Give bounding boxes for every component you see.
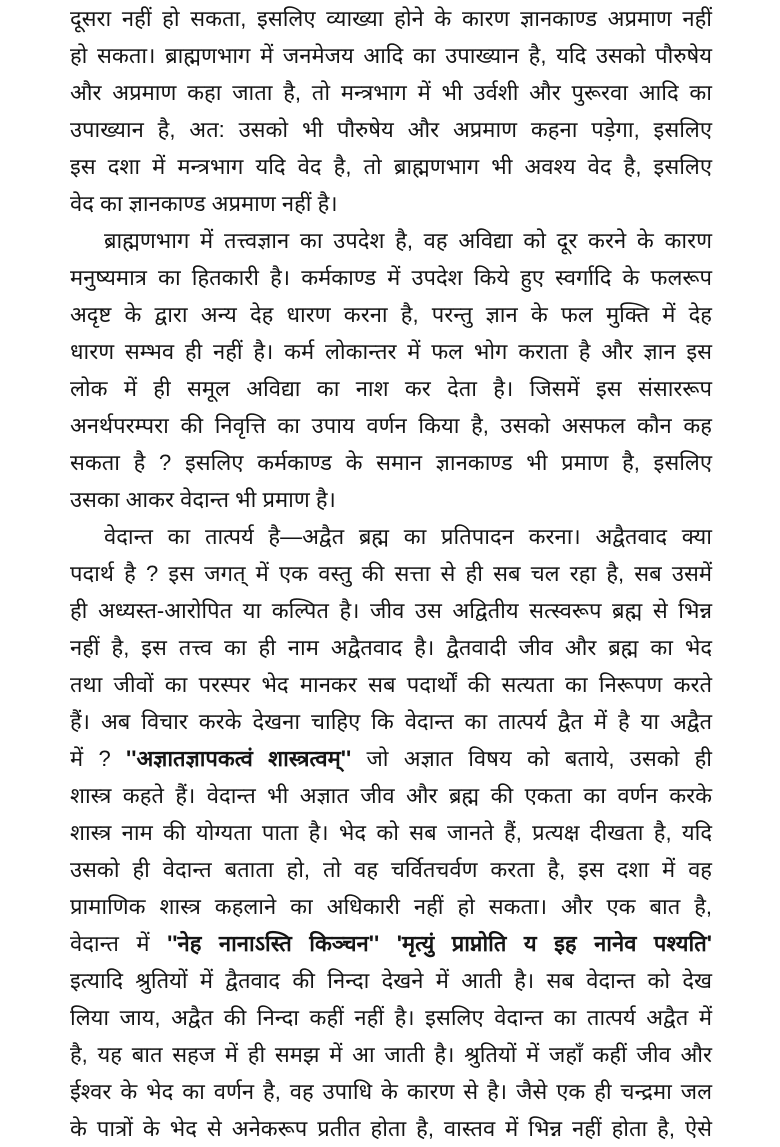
text-line [70, 0, 712, 37]
text-segment: ब्राह्मणभाग में तत्त्वज्ञान का उपदेश है, वह अविद्या को दूर करने के कारण [104, 228, 712, 253]
text-line [70, 814, 712, 851]
text-line [70, 999, 712, 1036]
text-line [70, 925, 712, 962]
text-line [70, 888, 712, 925]
text-segment: इस दशा में मन्त्रभाग यदि वेद है, तो ब्राह्मणभाग भी अवश्य वेद है, इसलिए [70, 154, 712, 179]
text-segment: सकता है ? इसलिए कर्मकाण्ड के समान ज्ञानकाण्ड भी प्रमाण है, इसलिए [70, 450, 712, 475]
text-line [70, 555, 712, 592]
text-line [70, 407, 712, 444]
text-line [70, 740, 712, 777]
text-segment: इत्यादि श्रुतियों में द्वैतवाद की निन्दा देखने में आती है। सब वेदान्त को देख [70, 968, 712, 993]
text-segment: जो अज्ञात विषय को बताये, उसको ही [351, 746, 712, 771]
text-line [70, 851, 712, 888]
text-line [70, 296, 712, 333]
text-line [70, 1073, 712, 1110]
text-line [70, 777, 712, 814]
text-line [70, 444, 712, 481]
text-segment: अदृष्ट के द्वारा अन्य देह धारण करना है, परन्तु ज्ञान के फल मुक्ति में देह [70, 302, 712, 327]
text-segment: वेदान्त का तात्पर्य है—अद्वैत ब्रह्म का प्रतिपादन करना। अद्वैतवाद क्या [104, 524, 712, 549]
text-segment: हो सकता। ब्राह्मणभाग में जनमेजय आदि का उपाख्यान है, यदि उसको पौरुषेय [70, 43, 712, 68]
text-segment: के पात्रों के भेद से अनेकरूप प्रतीत होता है, वास्तव में भिन्न नहीं होता है, ऐसे [70, 1116, 712, 1141]
paragraph [70, 0, 712, 222]
text-segment: उपाख्यान है, अत: उसको भी पौरुषेय और अप्रमाण कहना पड़ेगा, इसलिए [70, 117, 712, 142]
text-segment: उसको ही वेदान्त बताता हो, तो वह चर्वितचर्वण करता है, इस दशा में वह [70, 857, 712, 882]
text-line [70, 1036, 712, 1073]
text-line [70, 185, 712, 222]
text-line [70, 962, 712, 999]
text-segment: अनर्थपरम्परा की निवृत्ति का उपाय वर्णन किया है, उसको असफल कौन कह [70, 413, 712, 438]
text-line [70, 370, 712, 407]
text-segment: उसका आकर वेदान्त भी प्रमाण है। [70, 487, 336, 512]
text-line [70, 666, 712, 703]
text-line [70, 518, 712, 555]
text-segment: में ? [70, 746, 126, 771]
text-segment: शास्त्र कहते हैं। वेदान्त भी अज्ञात जीव और ब्रह्म की एकता का वर्णन करके [70, 783, 712, 808]
text-line [70, 37, 712, 74]
text-segment: वेदान्त में [70, 931, 168, 956]
text-line [70, 222, 712, 259]
text-segment: लिया जाय, अद्वैत की निन्दा कहीं नहीं है। इसलिए वेदान्त का तात्पर्य अद्वैत में [70, 1005, 712, 1030]
document-page [70, 0, 712, 1147]
text-segment: पदार्थ है ? इस जगत् में एक वस्तु की सत्ता से ही सब चल रहा है, सब उसमें [70, 561, 712, 586]
paragraph [70, 222, 712, 518]
text-line [70, 703, 712, 740]
text-segment: वेद का ज्ञानकाण्ड अप्रमाण नहीं है। [70, 191, 338, 216]
text-line [70, 592, 712, 629]
paragraph [70, 518, 712, 1147]
text-line [70, 1110, 712, 1147]
text-segment: तथा जीवों का परस्पर भेद मानकर सब पदार्थों की सत्यता का निरूपण करते [70, 672, 712, 697]
bold-quotation: ''नेह नानाऽस्ति किञ्चन'' 'मृत्युं प्राप्नोति य इह नानेव पश्यति' [167, 931, 712, 956]
text-line [70, 148, 712, 185]
text-segment: और अप्रमाण कहा जाता है, तो मन्त्रभाग में भी उर्वशी और पुरूरवा आदि का [70, 80, 712, 105]
text-segment: ईश्वर के भेद का वर्णन है, वह उपाधि के कारण से है। जैसे एक ही चन्द्रमा जल [70, 1079, 712, 1104]
text-segment: धारण सम्भव ही नहीं है। कर्म लोकान्तर में फल भोग कराता है और ज्ञान इस [70, 339, 712, 364]
text-segment: शास्त्र नाम की योग्यता पाता है। भेद को सब जानते हैं, प्रत्यक्ष दीखता है, यदि [70, 820, 712, 845]
bold-quotation: ''अज्ञातज्ञापकत्वं शास्त्रत्वम्'' [125, 746, 352, 771]
text-segment: मनुष्यमात्र का हितकारी है। कर्मकाण्ड में उपदेश किये हुए स्वर्गादि के फलरूप [70, 265, 712, 290]
text-segment: दूसरा नहीं हो सकता, इसलिए व्याख्या होने के कारण ज्ञानकाण्ड अप्रमाण नहीं [70, 6, 712, 31]
text-line [70, 74, 712, 111]
text-segment: हैं। अब विचार करके देखना चाहिए कि वेदान्त का तात्पर्य द्वैत में है या अद्वैत [70, 709, 712, 734]
text-segment: प्रामाणिक शास्त्र कहलाने का अधिकारी नहीं हो सकता। और एक बात है, [70, 894, 712, 919]
text-segment: नहीं है, इस तत्त्व का ही नाम अद्वैतवाद है। द्वैतवादी जीव और ब्रह्म का भेद [70, 635, 712, 660]
text-line [70, 629, 712, 666]
text-line [70, 259, 712, 296]
text-segment: लोक में ही समूल अविद्या का नाश कर देता है। जिसमें इस संसाररूप [70, 376, 712, 401]
text-line [70, 111, 712, 148]
text-line [70, 333, 712, 370]
text-line [70, 481, 712, 518]
text-segment: ही अध्यस्त-आरोपित या कल्पित है। जीव उस अद्वितीय सत्स्वरूप ब्रह्म से भिन्न [70, 598, 712, 623]
text-segment: है, यह बात सहज में ही समझ में आ जाती है। श्रुतियों में जहाँ कहीं जीव और [70, 1042, 712, 1067]
